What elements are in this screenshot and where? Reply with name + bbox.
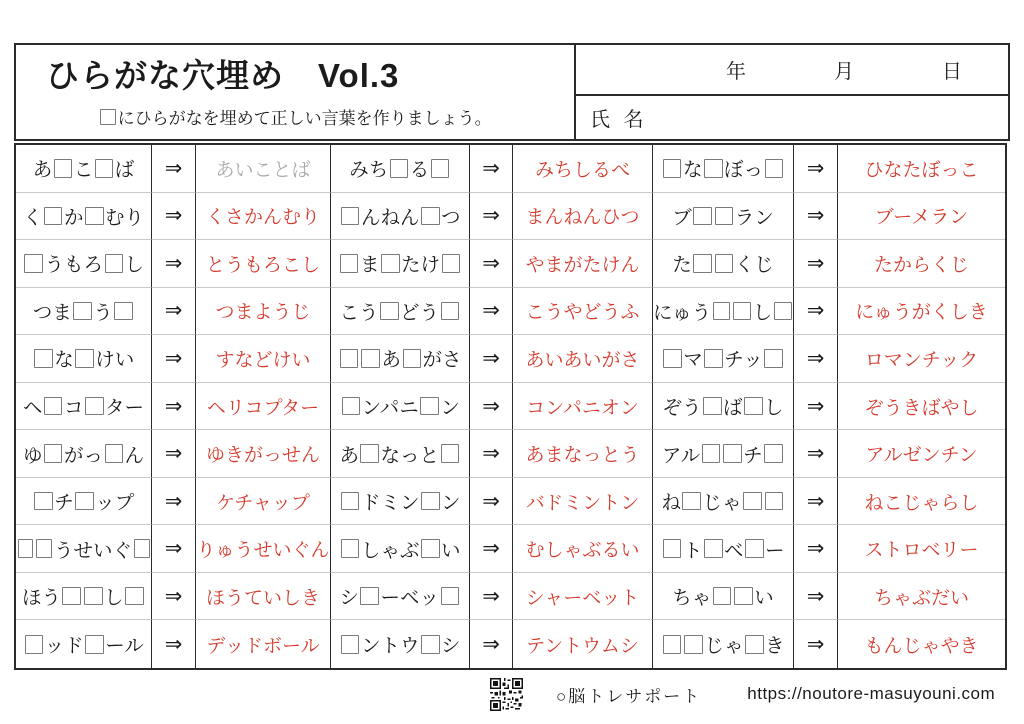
- arrow-icon: ⇒: [794, 430, 838, 478]
- blank-square: [24, 254, 43, 273]
- blank-square: [764, 349, 783, 368]
- arrow-icon: ⇒: [152, 193, 196, 241]
- blank-square: [703, 397, 722, 416]
- name-label: 氏 名: [590, 109, 648, 131]
- blank-square: [745, 539, 764, 558]
- puzzle-cell: ちゃ い: [653, 573, 794, 621]
- puzzle-cell: ドミン ン: [331, 478, 470, 526]
- arrow-icon: ⇒: [470, 240, 513, 288]
- answer-cell: むしゃぶるい: [513, 525, 653, 573]
- answer-cell: すなどけい: [196, 335, 331, 383]
- puzzle-cell: ま たけ: [331, 240, 470, 288]
- date-name-box: [576, 45, 1008, 139]
- answer-cell: コンパニオン: [513, 383, 653, 431]
- puzzle-cell: ほう し: [16, 573, 152, 621]
- answer-cell: ほうていしき: [196, 573, 331, 621]
- arrow-icon: ⇒: [470, 478, 513, 526]
- worksheet-footer: [14, 674, 1010, 714]
- blank-square: [380, 302, 399, 321]
- arrow-icon: ⇒: [152, 288, 196, 336]
- puzzle-cell: あ なっと: [331, 430, 470, 478]
- puzzle-cell: つま う: [16, 288, 152, 336]
- answer-cell: とうもろこし: [196, 240, 331, 288]
- blank-square: [342, 397, 361, 416]
- blank-square: [663, 349, 682, 368]
- title-box: [16, 45, 576, 139]
- arrow-icon: ⇒: [470, 525, 513, 573]
- blank-square: [715, 207, 734, 226]
- blank-square: [114, 302, 133, 321]
- answer-cell: まんねんひつ: [513, 193, 653, 241]
- arrow-icon: ⇒: [152, 240, 196, 288]
- answer-cell: シャーベット: [513, 573, 653, 621]
- puzzle-cell: あ がさ: [331, 335, 470, 383]
- puzzle-cell: しゃぶ い: [331, 525, 470, 573]
- blank-square: [390, 159, 409, 178]
- blank-square: [745, 635, 764, 654]
- blank-square: [95, 159, 114, 178]
- arrow-icon: ⇒: [470, 335, 513, 383]
- puzzle-cell: アル チ: [653, 430, 794, 478]
- blank-square: [44, 444, 63, 463]
- blank-square: [684, 635, 703, 654]
- blank-square: [84, 587, 103, 606]
- puzzle-cell: マ チッ: [653, 335, 794, 383]
- blank-square: [723, 444, 742, 463]
- puzzle-cell: んねん つ: [331, 193, 470, 241]
- blank-square: [743, 492, 762, 511]
- blank-square: [774, 302, 792, 321]
- blank-square: [702, 444, 721, 463]
- answer-cell: テントウムシ: [513, 620, 653, 668]
- blank-square: [713, 302, 731, 321]
- name-field: [576, 96, 1008, 139]
- answer-cell: りゅうせいぐん: [196, 525, 331, 573]
- blank-square: [420, 397, 439, 416]
- blank-square: [441, 587, 460, 606]
- blank-square: [704, 539, 723, 558]
- blank-square: [715, 254, 734, 273]
- answer-cell: もんじゃやき: [864, 635, 979, 657]
- blank-square: [734, 587, 753, 606]
- blank-square: [682, 492, 701, 511]
- puzzle-cell: みち る: [331, 145, 470, 193]
- arrow-icon: ⇒: [794, 478, 838, 526]
- blank-square: [75, 349, 94, 368]
- arrow-icon: ⇒: [794, 525, 838, 573]
- blank-square: [44, 207, 63, 226]
- worksheet-header: [14, 43, 1010, 141]
- blank-square: [85, 207, 104, 226]
- answer-cell: ねこじゃらし: [838, 478, 1005, 526]
- answer-cell: バドミントン: [513, 478, 653, 526]
- arrow-icon: ⇒: [152, 478, 196, 526]
- puzzle-cell: うせいぐ: [16, 525, 152, 573]
- brand-label: ○脳トレサポート: [556, 686, 702, 706]
- blank-square: [341, 492, 360, 511]
- blank-square: [421, 635, 440, 654]
- blank-square: [341, 207, 360, 226]
- blank-square: [744, 397, 763, 416]
- arrow-icon: ⇒: [794, 335, 838, 383]
- blank-square: [431, 159, 450, 178]
- arrow-icon: ⇒: [152, 430, 196, 478]
- arrow-icon: ⇒: [794, 383, 838, 431]
- blank-square: [381, 254, 400, 273]
- puzzle-cell: く か むり: [16, 193, 152, 241]
- blank-square: [62, 587, 81, 606]
- blank-square: [441, 444, 460, 463]
- arrow-icon: ⇒: [794, 145, 838, 193]
- month-label: 月: [834, 61, 854, 83]
- blank-square: [421, 492, 440, 511]
- blank-square: [34, 349, 53, 368]
- day-label: 日: [942, 61, 962, 83]
- arrow-icon: ⇒: [794, 573, 838, 621]
- arrow-icon: ⇒: [152, 573, 196, 621]
- arrow-icon: ⇒: [152, 335, 196, 383]
- arrow-icon: ⇒: [152, 145, 196, 193]
- puzzle-cell: うもろ し: [16, 240, 152, 288]
- blank-square: [441, 302, 460, 321]
- answer-cell: たからくじ: [838, 240, 1005, 288]
- arrow-icon: ⇒: [470, 573, 513, 621]
- answer-cell: ストロベリー: [838, 525, 1005, 573]
- blank-square: [361, 349, 380, 368]
- arrow-icon: ⇒: [794, 288, 838, 336]
- answer-cell: ヘリコプター: [196, 383, 331, 431]
- blank-square: [54, 159, 73, 178]
- puzzle-cell: ゆ がっ ん: [16, 430, 152, 478]
- qr-code-icon: [490, 678, 523, 711]
- arrow-icon: ⇒: [152, 620, 196, 668]
- blank-square: [663, 159, 682, 178]
- date-field: [576, 45, 1008, 96]
- answer-cell: ケチャップ: [196, 478, 331, 526]
- blank-square: [105, 254, 124, 273]
- puzzle-cell: にゅう し: [653, 288, 794, 336]
- blank-square: [693, 207, 712, 226]
- blank-square: [360, 587, 379, 606]
- blank-square: [85, 635, 104, 654]
- site-url: https://noutore-masuyouni.com: [747, 684, 996, 704]
- blank-square: [75, 492, 94, 511]
- blank-square: [341, 539, 360, 558]
- puzzle-cell: シ ーベッ: [331, 573, 470, 621]
- answer-cell: やまがたけん: [513, 240, 653, 288]
- blank-square: [704, 159, 723, 178]
- arrow-icon: ⇒: [794, 620, 838, 668]
- blank-square: [134, 539, 150, 558]
- blank-square: [340, 254, 359, 273]
- blank-square: [663, 635, 682, 654]
- puzzle-cell: こう どう: [331, 288, 470, 336]
- answer-cell: あいあいがさ: [513, 335, 653, 383]
- answer-cell: ゆきがっせん: [196, 430, 331, 478]
- blank-square: [105, 444, 124, 463]
- puzzle-cell: ンパニ ン: [331, 383, 470, 431]
- page-subtitle: にひらがなを埋めて正しい言葉を作りましょう。: [16, 104, 574, 129]
- answer-cell: ちゃぶだい: [838, 573, 1005, 621]
- blank-square: [765, 159, 784, 178]
- answer-cell: ぞうきばやし: [838, 383, 1005, 431]
- blank-square: [765, 492, 784, 511]
- arrow-icon: ⇒: [470, 288, 513, 336]
- arrow-icon: ⇒: [794, 240, 838, 288]
- blank-square: [764, 444, 783, 463]
- answer-cell: ひなたぼっこ: [838, 145, 1005, 193]
- puzzle-cell: ントウ シ: [331, 620, 470, 668]
- blank-square: [713, 587, 732, 606]
- puzzle-cell: ね じゃ: [653, 478, 794, 526]
- blank-square: [442, 254, 461, 273]
- puzzle-cell: な けい: [16, 335, 152, 383]
- arrow-icon: ⇒: [470, 383, 513, 431]
- blank-square: [341, 635, 360, 654]
- arrow-icon: ⇒: [470, 193, 513, 241]
- blank-square: [125, 587, 144, 606]
- arrow-icon: ⇒: [470, 620, 513, 668]
- blank-square: [340, 349, 359, 368]
- blank-square: [360, 444, 379, 463]
- puzzle-cell: あ こ ば: [16, 145, 152, 193]
- answer-cell: アルゼンチン: [838, 430, 1005, 478]
- answer-cell: あいことば: [196, 145, 331, 193]
- blank-square: [25, 635, 44, 654]
- blank-square: [85, 397, 104, 416]
- blank-square: [18, 539, 34, 558]
- blank-square: [663, 539, 682, 558]
- arrow-icon: ⇒: [470, 430, 513, 478]
- puzzle-cell: ヘ コ ター: [16, 383, 152, 431]
- answer-cell: ブーメラン: [838, 193, 1005, 241]
- blank-square: [733, 302, 751, 321]
- answer-cell: デッドボール: [196, 620, 331, 668]
- arrow-icon: ⇒: [152, 525, 196, 573]
- blank-square: [403, 349, 422, 368]
- puzzle-cell: た くじ: [653, 240, 794, 288]
- puzzle-cell: ブ ラン: [653, 193, 794, 241]
- blank-square: [693, 254, 712, 273]
- puzzle-cell: チ ップ: [16, 478, 152, 526]
- page-title: ひらがな穴埋め Vol.3: [46, 57, 400, 94]
- blank-square: [421, 539, 440, 558]
- puzzle-cell: な ぼっ: [653, 145, 794, 193]
- answer-cell: くさかんむり: [196, 193, 331, 241]
- arrow-icon: ⇒: [152, 383, 196, 431]
- blank-square: [704, 349, 723, 368]
- puzzle-cell: ぞう ば し: [653, 383, 794, 431]
- blank-square: [421, 207, 440, 226]
- answer-cell: あまなっとう: [513, 430, 653, 478]
- answer-cell: みちしるべ: [513, 145, 653, 193]
- answer-cell: つまようじ: [196, 288, 331, 336]
- puzzle-cell: じゃ き: [653, 620, 794, 668]
- puzzle-cell: ッド ール: [16, 620, 152, 668]
- blank-square: [100, 109, 116, 125]
- answer-cell: こうやどうふ: [513, 288, 653, 336]
- blank-square: [44, 397, 63, 416]
- blank-square: [73, 302, 92, 321]
- year-label: 年: [726, 61, 746, 83]
- arrow-icon: ⇒: [794, 193, 838, 241]
- answer-cell: にゅうがくしき: [838, 288, 1005, 336]
- answer-cell: ロマンチック: [838, 335, 1005, 383]
- puzzle-cell: ト ベ ー: [653, 525, 794, 573]
- puzzle-table: [14, 143, 1007, 670]
- arrow-icon: ⇒: [470, 145, 513, 193]
- blank-square: [34, 492, 53, 511]
- blank-square: [36, 539, 52, 558]
